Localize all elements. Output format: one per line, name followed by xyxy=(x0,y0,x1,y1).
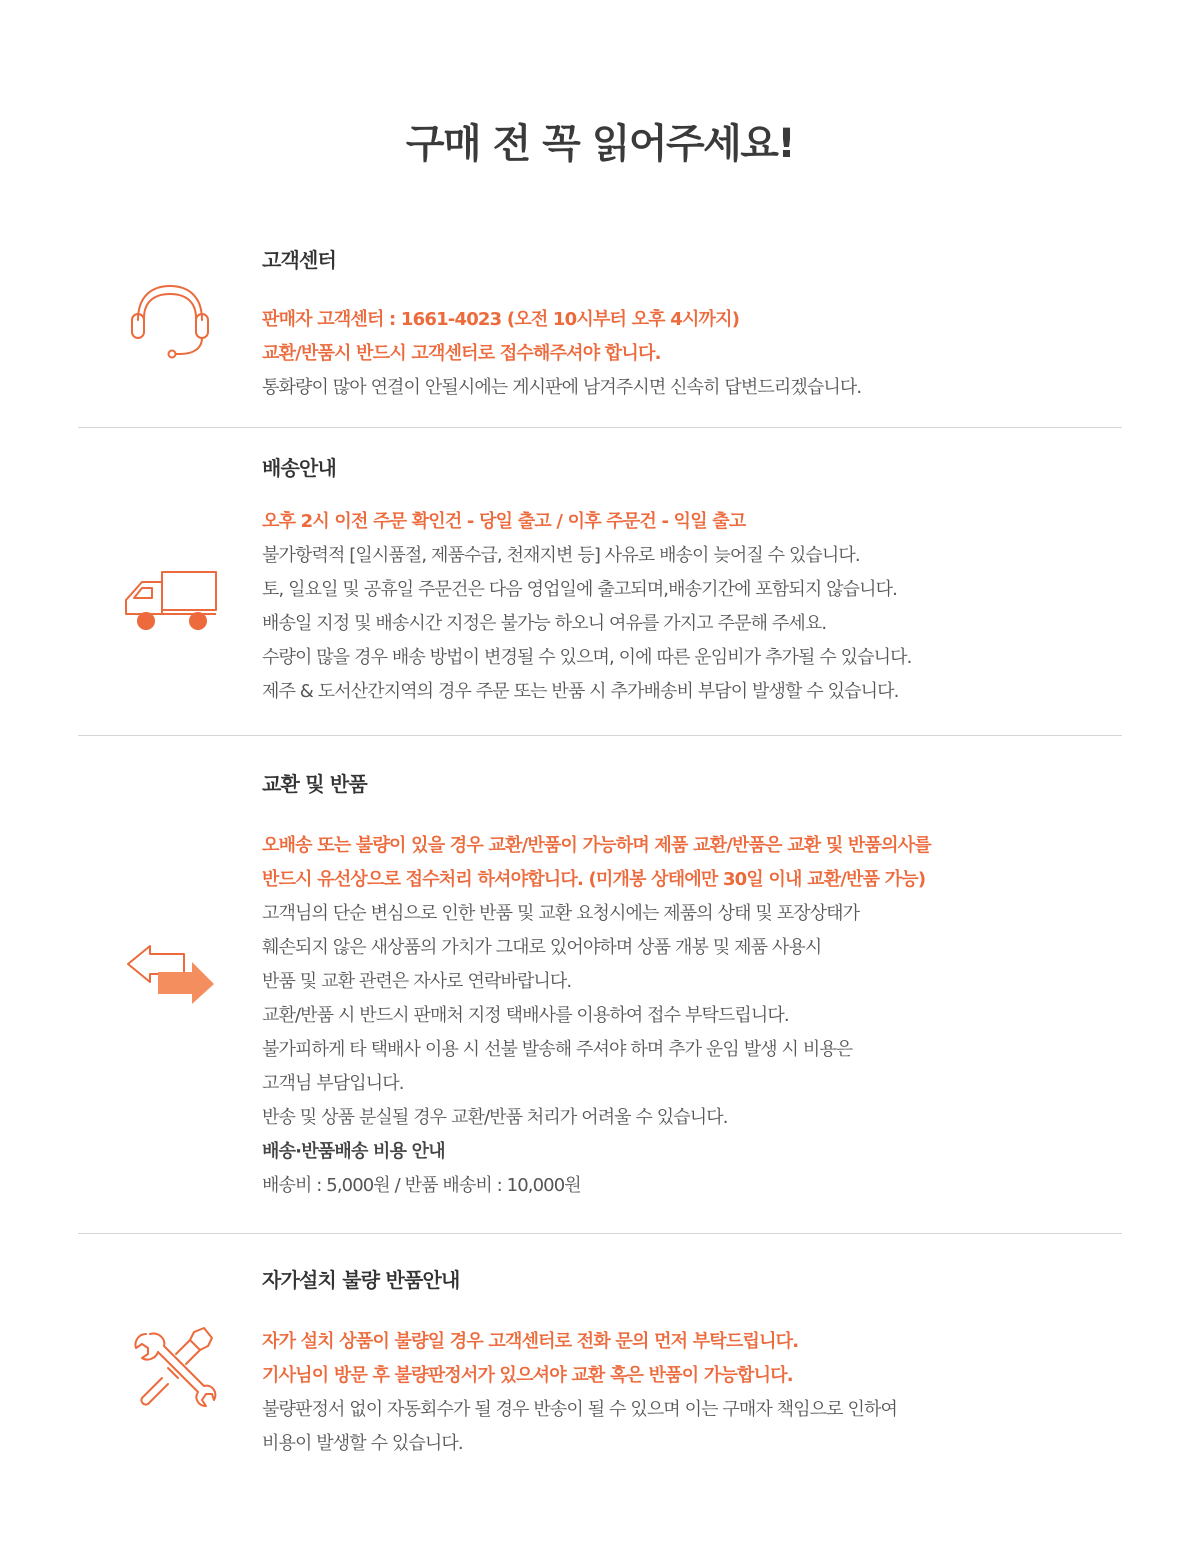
highlight-line: 자가 설치 상품이 불량일 경우 고객센터로 전화 문의 먼저 부탁드립니다. xyxy=(262,1331,799,1352)
fee-subheading: 배송·반품배송 비용 안내 xyxy=(262,1141,445,1162)
info-line: 불가피하게 타 택배사 이용 시 선불 발송해 주셔야 하며 추가 운임 발생 시 비용은 xyxy=(262,1039,853,1060)
info-line: 반송 및 상품 분실될 경우 교환/반품 처리가 어려울 수 있습니다. xyxy=(262,1107,728,1128)
page-title: 구매 전 꼭 읽어주세요! xyxy=(405,121,795,167)
highlight-line: 판매자 고객센터 : 1661-4023 (오전 10시부터 오후 4시까지) xyxy=(262,309,740,330)
highlight-line: 반드시 유선상으로 접수처리 하셔야합니다. (미개봉 상태에만 30일 이내 교환/반품 가능) xyxy=(262,869,926,890)
section-heading: 자가설치 불량 반품안내 xyxy=(262,1268,460,1292)
headset-icon xyxy=(128,284,212,364)
fee-line: 배송비 : 5,000원 / 반품 배송비 : 10,000원 xyxy=(262,1175,581,1196)
section-heading: 고객센터 xyxy=(262,248,337,272)
info-line: 불량판정서 없이 자동회수가 될 경우 반송이 될 수 있으며 이는 구매자 책임으로 인하여 xyxy=(262,1399,897,1420)
info-line: 고객님 부담입니다. xyxy=(262,1073,404,1094)
info-line: 고객님의 단순 변심으로 인한 반품 및 교환 요청시에는 제품의 상태 및 포장상태가 xyxy=(262,903,860,924)
info-line: 수량이 많을 경우 배송 방법이 변경될 수 있으며, 이에 따른 운임비가 추가될 수 있습니다. xyxy=(262,647,912,668)
info-line: 토, 일요일 및 공휴일 주문건은 다음 영업일에 출고되며,배송기간에 포함되지 않습니다. xyxy=(262,579,897,600)
info-line: 통화량이 많아 연결이 안될시에는 게시판에 남겨주시면 신속히 답변드리겠습니다. xyxy=(262,377,862,398)
info-line: 제주 & 도서산간지역의 경우 주문 또는 반품 시 추가배송비 부담이 발생할 수 있습니다. xyxy=(262,681,899,702)
highlight-line: 오후 2시 이전 주문 확인건 - 당일 출고 / 이후 주문건 - 익일 출고 xyxy=(262,511,746,532)
info-line: 배송일 지정 및 배송시간 지정은 불가능 하오니 여유를 가지고 주문해 주세요. xyxy=(262,613,827,634)
section-heading: 배송안내 xyxy=(262,456,337,480)
section-heading: 교환 및 반품 xyxy=(262,772,367,796)
exchange-arrows-icon xyxy=(124,944,218,1012)
info-line: 반품 및 교환 관련은 자사로 연락바랍니다. xyxy=(262,971,572,992)
info-line: 비용이 발생할 수 있습니다. xyxy=(262,1433,463,1454)
highlight-line: 교환/반품시 반드시 고객센터로 접수해주셔야 합니다. xyxy=(262,343,661,364)
info-line: 교환/반품 시 반드시 판매처 지정 택배사를 이용하여 접수 부탁드립니다. xyxy=(262,1005,789,1026)
wrench-tools-icon xyxy=(128,1324,218,1418)
info-line: 불가항력적 [일시품절, 제품수급, 천재지변 등] 사유로 배송이 늦어질 수 있습니다. xyxy=(262,545,860,566)
divider xyxy=(78,1233,1122,1234)
delivery-truck-icon xyxy=(122,568,218,636)
divider xyxy=(78,427,1122,428)
highlight-line: 기사님이 방문 후 불량판정서가 있으셔야 교환 혹은 반품이 가능합니다. xyxy=(262,1365,793,1386)
divider xyxy=(78,735,1122,736)
highlight-line: 오배송 또는 불량이 있을 경우 교환/반품이 가능하며 제품 교환/반품은 교환 및 반품의사를 xyxy=(262,835,931,856)
info-line: 훼손되지 않은 새상품의 가치가 그대로 있어야하며 상품 개봉 및 제품 사용시 xyxy=(262,937,822,958)
